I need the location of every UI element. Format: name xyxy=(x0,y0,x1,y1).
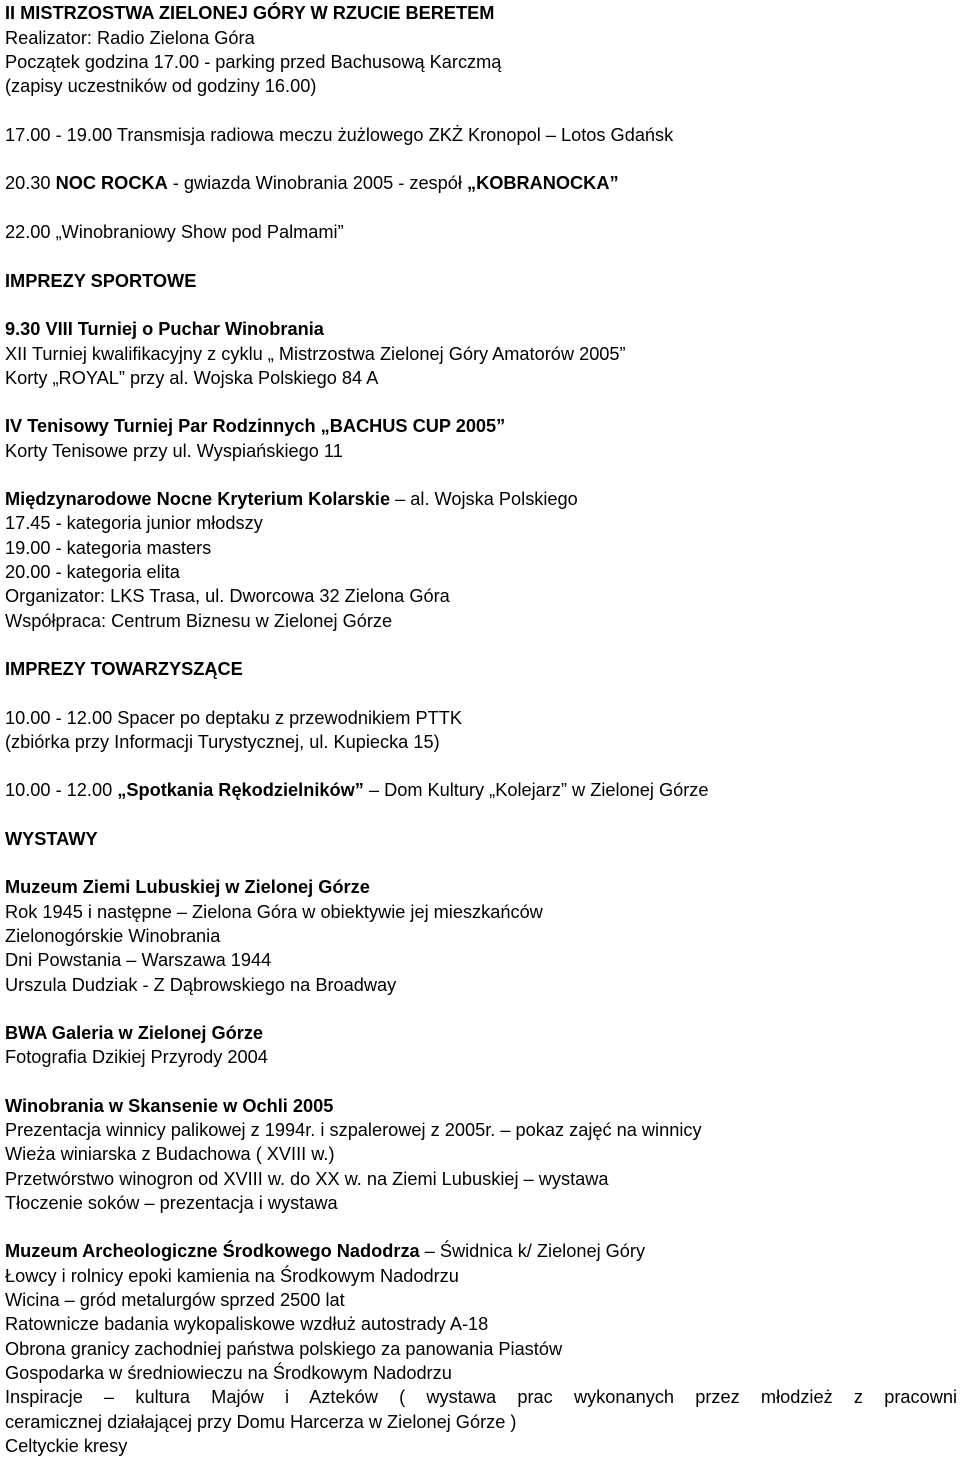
grape-processing-line: Przetwórstwo winogron od XVIII w. do XX w. na Ziemi Lubuskiej – wystawa xyxy=(5,1169,609,1189)
exhibition-1945-line: Rok 1945 i następne – Zielona Góra w obiektywie jej mieszkańców xyxy=(5,902,543,922)
craftsmen-title: „Spotkania Rękodzielników” xyxy=(117,780,364,800)
exhibition-dudziak-line: Urszula Dudziak - Z Dąbrowskiego na Broadway xyxy=(5,975,397,995)
qualifying-tournament-line: XII Turniej kwalifikacyjny z cyklu „ Mistrzostwa Zielonej Góry Amatorów 2005” xyxy=(5,344,626,364)
craftsmen-time: 10.00 - 12.00 xyxy=(5,780,118,800)
junior-category-line: 17.45 - kategoria junior młodszy xyxy=(5,513,263,533)
ceramics-workshop-line: ceramicznej działającej przy Domu Harcerza w Zielonej Górze ) xyxy=(5,1412,517,1432)
registration-note: (zapisy uczestników od godziny 16.00) xyxy=(5,76,317,96)
vineyard-presentation-line: Prezentacja winnicy palikowej z 1994r. i szpalerowej z 2005r. – pokaz zajęć na winnicy xyxy=(5,1120,702,1140)
rock-night-line xyxy=(5,171,619,196)
exhibition-winobrania-line: Zielonogórskie Winobrania xyxy=(5,926,221,946)
walk-line: 10.00 - 12.00 Spacer po deptaku z przewodnikiem PTTK xyxy=(5,708,462,728)
archaeology-museum-line xyxy=(5,1239,645,1264)
excavation-line: Ratownicze badania wykopaliskowe wzdłuż autostrady A-18 xyxy=(5,1314,489,1334)
tennis-courts-line: Korty Tenisowe przy ul. Wyspiańskiego 11 xyxy=(5,441,343,461)
cycling-criterium-location: – al. Wojska Polskiego xyxy=(390,489,578,509)
skansen-heading: Winobrania w Skansenie w Ochli 2005 xyxy=(5,1096,334,1116)
section-heading-accompanying: IMPREZY TOWARZYSZĄCE xyxy=(5,659,243,679)
cycling-criterium-title: Międzynarodowe Nocne Kryterium Kolarskie xyxy=(5,489,391,509)
wine-tower-line: Wieża winiarska z Budachowa ( XVIII w.) xyxy=(5,1144,335,1164)
cycling-partner-line: Współpraca: Centrum Biznesu w Zielonej Górze xyxy=(5,611,393,631)
elite-category-line: 20.00 - kategoria elita xyxy=(5,562,180,582)
archaeology-museum-location: – Świdnica k/ Zielonej Góry xyxy=(419,1241,646,1261)
wicina-line: Wicina – gród metalurgów sprzed 2500 lat xyxy=(5,1290,345,1310)
craftsmen-location: – Dom Kultury „Kolejarz” w Zielonej Górze xyxy=(363,780,709,800)
celtic-frontier-line: Celtyckie kresy xyxy=(5,1436,128,1456)
museum-lubuska-heading: Muzeum Ziemi Lubuskiej w Zielonej Górze xyxy=(5,877,370,897)
wildlife-photo-line: Fotografia Dzikiej Przyrody 2004 xyxy=(5,1047,268,1067)
maya-aztec-line: Inspiracje – kultura Majów i Azteków ( wystawa prac wykonanych przez młodzież z pracowni xyxy=(5,1387,957,1407)
palm-show-line: 22.00 „Winobraniowy Show pod Palmami” xyxy=(5,222,344,242)
rock-night-time: 20.30 xyxy=(5,173,56,193)
craftsmen-line xyxy=(5,778,709,803)
cycling-criterium-line xyxy=(5,487,578,512)
section-heading-exhibitions: WYSTAWY xyxy=(5,829,98,849)
radio-broadcast-line: 17.00 - 19.00 Transmisja radiowa meczu żużlowego ZKŻ Kronopol – Lotos Gdańsk xyxy=(5,125,674,145)
rock-night-title: NOC ROCKA xyxy=(55,173,168,193)
masters-category-line: 19.00 - kategoria masters xyxy=(5,538,212,558)
cycling-organizer-line: Organizator: LKS Trasa, ul. Dworcowa 32 Zielona Góra xyxy=(5,586,450,606)
royal-courts-line: Korty „ROYAL” przy al. Wojska Polskiego 84 A xyxy=(5,368,379,388)
walk-meeting-point: (zbiórka przy Informacji Turystycznej, ul. Kupiecka 15) xyxy=(5,732,440,752)
event-title-beret: II MISTRZOSTWA ZIELONEJ GÓRY W RZUCIE BERETEM xyxy=(5,3,495,23)
section-heading-sport: IMPREZY SPORTOWE xyxy=(5,271,197,291)
rock-night-desc: - gwiazda Winobrania 2005 - zespół xyxy=(167,173,467,193)
juice-pressing-line: Tłoczenie soków – prezentacja i wystawa xyxy=(5,1193,338,1213)
border-defense-line: Obrona granicy zachodniej państwa polskiego za panowania Piastów xyxy=(5,1339,563,1359)
archaeology-museum-title: Muzeum Archeologiczne Środkowego Nadodrza xyxy=(5,1241,420,1261)
bwa-gallery-heading: BWA Galeria w Zielonej Górze xyxy=(5,1023,264,1043)
bachus-cup-title: IV Tenisowy Turniej Par Rodzinnych „BACHUS CUP 2005” xyxy=(5,416,506,436)
medieval-economy-line: Gospodarka w średniowieczu na Środkowym Nadodrzu xyxy=(5,1363,452,1383)
exhibition-uprising-line: Dni Powstania – Warszawa 1944 xyxy=(5,950,272,970)
rock-night-band: „KOBRANOCKA” xyxy=(466,173,619,193)
organizer-line: Realizator: Radio Zielona Góra xyxy=(5,28,255,48)
start-time-line: Początek godzina 17.00 - parking przed Bachusową Karczmą xyxy=(5,52,502,72)
stone-age-line: Łowcy i rolnicy epoki kamienia na Środkowym Nadodrzu xyxy=(5,1266,459,1286)
tennis-cup-title: 9.30 VIII Turniej o Puchar Winobrania xyxy=(5,319,324,339)
